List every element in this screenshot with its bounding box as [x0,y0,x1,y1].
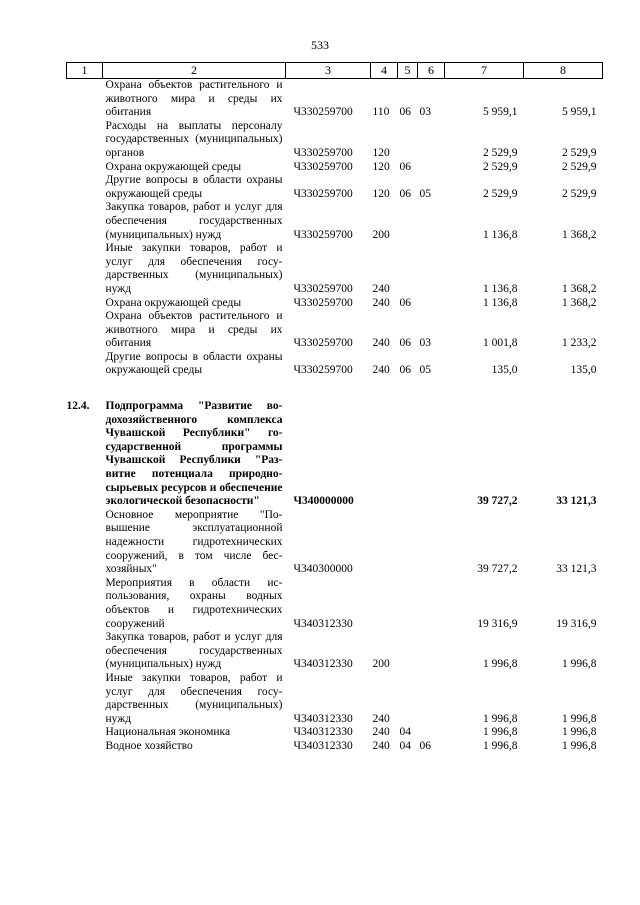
section-code [398,242,418,296]
row-description: Охрана окружающей среды [105,160,242,173]
table-row [67,201,603,242]
section-code [398,201,418,242]
budget-table [66,62,603,754]
section-code [398,400,418,509]
section-code: 06 [399,187,411,200]
amount-col8: 1 368,2 [562,282,597,295]
subsection-code [418,161,445,175]
row-index [67,740,103,754]
amount-col8: 2 529,9 [562,146,597,159]
row-description: Охрана объектов растительного и животного мира и среды их обитания [105,310,283,350]
amount-col7: 1 136,8 [483,296,518,309]
target-article-code: Ч330259700 [293,187,353,200]
section-code: 06 [399,364,411,377]
row-description: Подпрограмма "Развитие водохозяйственного комплекса Чувашской Республики" государственной программы Чувашской Республики "Развитие потенциала природно-сырьевых ресурсов и обеспечение экологической безопасности" [105,400,283,508]
page-number: 533 [311,38,329,52]
row-index [67,577,103,631]
amount-col7: 135,0 [491,364,518,377]
amount-col7: 1 996,8 [483,712,518,725]
amount-col7: 2 529,9 [483,160,518,173]
amount-col7: 1 996,8 [483,726,518,739]
column-header: 1 [67,63,103,79]
target-article-code: Ч330259700 [293,106,353,119]
amount-col7: 2 529,9 [483,146,518,159]
table-header-row [67,63,603,79]
row-index [67,351,103,378]
row-description: Мероприятия в области использования, охраны водных объектов и гидротехнических сооружений [105,576,283,630]
amount-col7: 2 529,9 [483,187,518,200]
amount-col8: 1 996,8 [562,712,597,725]
subsection-code: 06 [419,739,431,752]
subsection-code [418,400,445,509]
amount-col8: 33 121,3 [556,563,597,576]
subsection-code [418,201,445,242]
amount-col8: 135,0 [570,364,597,377]
table-row [67,79,603,120]
amount-col7: 1 136,8 [483,282,518,295]
amount-col7: 39 727,2 [477,495,518,508]
row-description: Другие вопросы в области охраны окружающей среды [105,350,283,377]
section-code: 06 [399,160,411,173]
subsection-code [418,242,445,296]
amount-col7: 1 996,8 [483,658,518,671]
subsection-code: 03 [419,106,431,119]
expense-type [371,577,398,631]
amount-col7: 39 727,2 [477,563,518,576]
section-code: 04 [399,739,411,752]
section-code [398,120,418,161]
amount-col8: 1 996,8 [562,739,597,752]
section-code: 04 [399,726,411,739]
amount-col8: 2 529,9 [562,160,597,173]
target-article-code: Ч330259700 [293,146,353,159]
column-header: 3 [286,63,371,79]
spacer-row [67,378,603,400]
amount-col7: 19 316,9 [477,617,518,630]
row-index [67,726,103,740]
expense-type: 200 [372,228,390,241]
amount-col7: 1 001,8 [483,337,518,350]
row-description: Иные закупки товаров, работ и услуг для обеспечения государственных (муниципальных) нужд [105,242,283,295]
section-code: 06 [399,337,411,350]
expense-type: 240 [372,296,390,309]
amount-col8: 1 996,8 [562,726,597,739]
column-header: 6 [418,63,445,79]
expense-type: 200 [372,658,390,671]
section-code: 06 [399,296,411,309]
row-index [67,242,103,296]
section-code [398,631,418,672]
row-description: Охрана объектов растительного и животного мира и среды их обитания [105,79,283,119]
section-code: 06 [399,106,411,119]
row-index [67,310,103,351]
expense-type: 120 [372,160,390,173]
table-body [67,79,603,754]
target-article-code: Ч340300000 [293,563,353,576]
row-description: Основное мероприятие "Повышение эксплуатационной надежности гидротехнических сооружений, в том числе бесхозяйных" [105,508,283,576]
column-header: 7 [445,63,524,79]
table-row [67,297,603,311]
target-article-code: Ч330259700 [293,160,353,173]
subsection-code [418,577,445,631]
expense-type: 110 [372,106,390,119]
section-code [398,577,418,631]
amount-col8: 1 368,2 [562,296,597,309]
amount-col8: 19 316,9 [556,617,597,630]
expense-type: 240 [372,712,390,725]
row-index [67,509,103,577]
amount-col8: 1 233,2 [562,337,597,350]
subsection-code: 05 [419,187,431,200]
subsection-code: 03 [419,337,431,350]
subsection-code [418,726,445,740]
expense-type: 120 [372,187,390,200]
target-article-code: Ч340312330 [293,617,353,630]
subsection-code [418,509,445,577]
target-article-code: Ч340000000 [293,495,354,508]
expense-type: 120 [372,146,390,159]
table-row [67,351,603,378]
table-row [67,242,603,296]
target-article-code: Ч340312330 [293,658,353,671]
row-index [67,201,103,242]
expense-type: 240 [372,726,390,739]
row-index [67,79,103,120]
row-index [67,174,103,201]
table-row [67,400,603,509]
table-row [67,631,603,672]
table-row [67,120,603,161]
target-article-code: Ч340312330 [293,712,353,725]
target-article-code: Ч330259700 [293,296,353,309]
amount-col8: 2 529,9 [562,187,597,200]
target-article-code: Ч330259700 [293,337,353,350]
amount-col7: 5 959,1 [483,106,518,119]
amount-col8: 33 121,3 [556,495,597,508]
amount-col8: 5 959,1 [562,106,597,119]
table-row [67,310,603,351]
target-article-code: Ч330259700 [293,228,353,241]
row-index [67,631,103,672]
column-header: 4 [371,63,398,79]
subsection-code [418,672,445,726]
table-row [67,174,603,201]
table-row [67,161,603,175]
subsection-code: 05 [419,364,431,377]
table-row [67,726,603,740]
expense-type [371,509,398,577]
target-article-code: Ч330259700 [293,364,353,377]
row-description: Расходы на выплаты персоналу государственных (муниципальных) органов [105,119,283,159]
amount-col8: 1 996,8 [562,658,597,671]
target-article-code: Ч330259700 [293,282,353,295]
row-description: Охрана окружающей среды [105,296,242,309]
expense-type: 240 [372,739,390,752]
column-header: 8 [524,63,603,79]
row-description: Иные закупки товаров, работ и услуг для обеспечения государственных (муниципальных) нужд [105,671,283,725]
amount-col7: 1 136,8 [483,228,518,241]
row-description: Другие вопросы в области охраны окружающей среды [105,174,283,200]
row-index [67,297,103,311]
row-index [67,120,103,161]
subsection-code [418,631,445,672]
expense-type: 240 [372,364,390,377]
row-description: Водное хозяйство [105,739,193,752]
expense-type [371,400,398,509]
amount-col8: 1 368,2 [562,228,597,241]
spacer-cell [67,378,603,400]
expense-type: 240 [372,282,390,295]
column-header: 5 [398,63,418,79]
table-row [67,577,603,631]
column-header: 2 [103,63,286,79]
row-index [67,161,103,175]
row-description: Национальная экономика [105,726,231,739]
table-row [67,672,603,726]
section-code [398,672,418,726]
target-article-code: Ч340312330 [293,726,353,739]
row-index: 12.4. [66,400,90,413]
section-code [398,509,418,577]
amount-col7: 1 996,8 [483,739,518,752]
row-index [67,672,103,726]
table-row [67,509,603,577]
table-row [67,740,603,754]
target-article-code: Ч340312330 [293,739,353,752]
subsection-code [418,120,445,161]
expense-type: 240 [372,337,390,350]
subsection-code [418,297,445,311]
row-description: Закупка товаров, работ и услуг для обеспечения государственных (муниципальных) нужд [105,201,283,241]
row-description: Закупка товаров, работ и услуг для обеспечения государственных (муниципальных) нужд [105,631,283,671]
